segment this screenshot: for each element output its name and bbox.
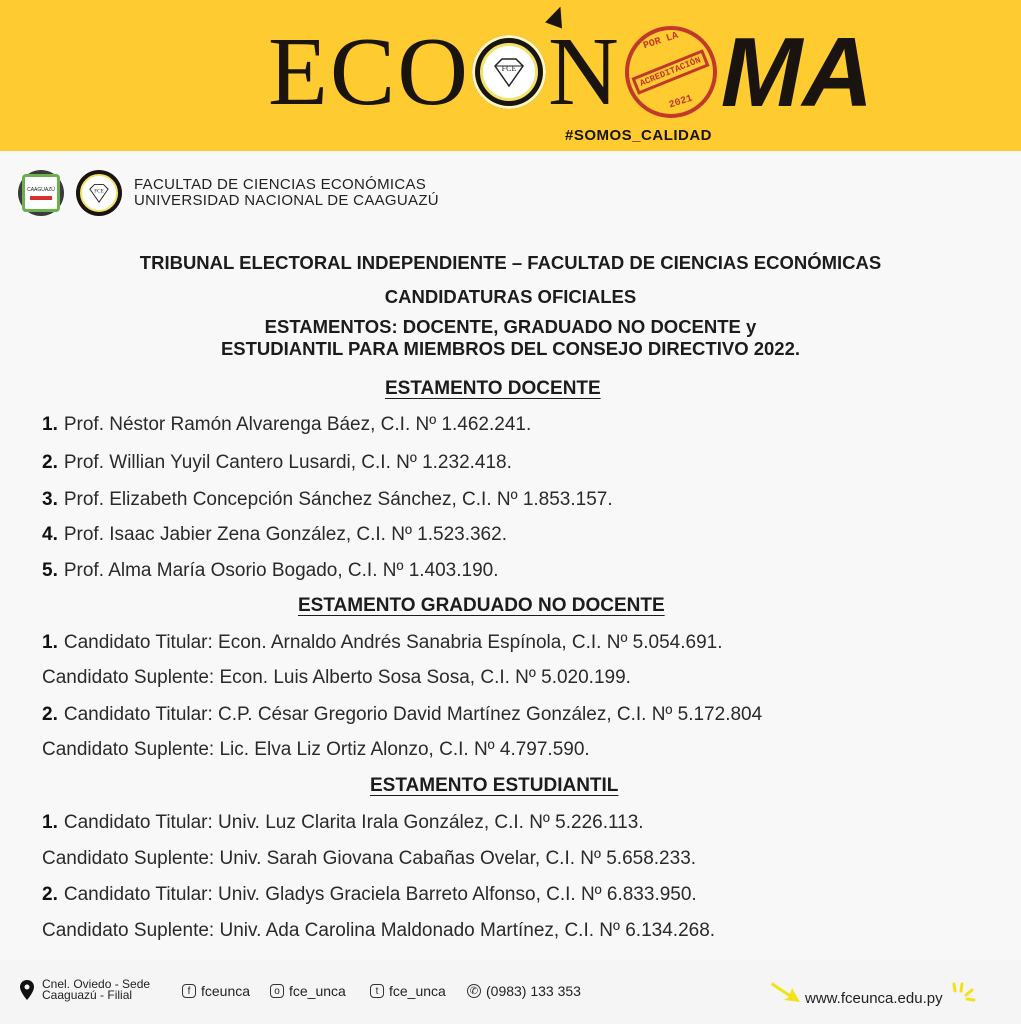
estamentos-title-line2: ESTUDIANTIL PARA MIEMBROS DEL CONSEJO DIRECTIVO 2022.	[220, 338, 801, 359]
list-item: 1. Prof. Néstor Ramón Alvarenga Báez, C.I. Nº 1.462.241.	[42, 414, 532, 435]
faculty-name: FACULTAD DE CIENCIAS ECONÓMICAS	[134, 176, 427, 193]
twitter-icon: t	[370, 984, 384, 998]
estamentos-title-line1: ESTAMENTOS: DOCENTE, GRADUADO NO DOCENTE y	[264, 316, 757, 337]
fce-logo-icon	[76, 170, 122, 216]
candidaturas-title: CANDIDATURAS OFICIALES	[384, 286, 637, 307]
whatsapp-icon: ✆	[467, 984, 481, 998]
instagram-icon: o	[270, 984, 284, 998]
tribunal-title: TRIBUNAL ELECTORAL INDEPENDIENTE – FACULTAD DE CIENCIAS ECONÓMICAS	[139, 252, 882, 273]
list-item: 3. Prof. Elizabeth Concepción Sánchez Sánchez, C.I. Nº 1.853.157.	[42, 489, 613, 510]
list-item: Candidato Suplente: Univ. Ada Carolina Maldonado Martínez, C.I. Nº 6.134.268.	[42, 920, 716, 941]
address-line2: Caaguazú - Filial	[42, 988, 133, 1002]
list-item: 4. Prof. Isaac Jabier Zena González, C.I. Nº 1.523.362.	[42, 524, 507, 545]
section-heading-graduado: ESTAMENTO GRADUADO NO DOCENTE	[298, 595, 665, 616]
stamp-year-text: 2021	[667, 93, 694, 112]
economia-logo	[268, 17, 874, 127]
svg-text:FCE: FCE	[94, 188, 104, 195]
header-banner	[0, 0, 1021, 151]
svg-text:FCE: FCE	[501, 64, 517, 73]
whatsapp-link[interactable]: ✆ (0983) 133 353	[467, 983, 581, 999]
university-name: UNIVERSIDAD NACIONAL DE CAAGUAZÚ	[134, 192, 439, 209]
acreditacion-stamp-icon	[625, 26, 717, 118]
facebook-icon: f	[182, 984, 196, 998]
section-heading-estudiantil: ESTAMENTO ESTUDIANTIL	[370, 775, 619, 796]
list-item: 5. Prof. Alma María Osorio Bogado, C.I. Nº 1.403.190.	[42, 560, 499, 581]
section-heading-docente: ESTAMENTO DOCENTE	[385, 378, 601, 399]
brand-text-right: MA	[720, 17, 874, 127]
location-pin-icon	[20, 980, 34, 1000]
stamp-top-text: POR LA	[641, 30, 680, 53]
pointer-arrow-icon	[770, 978, 802, 1004]
university-logo-icon	[18, 170, 64, 216]
brand-text-n: N	[548, 18, 621, 126]
twitter-link[interactable]: t fce_unca	[370, 983, 446, 999]
website-link[interactable]: www.fceunca.edu.py	[805, 990, 943, 1007]
logo-text: CAAGUAZÚ	[27, 186, 55, 193]
institution-header	[18, 170, 439, 216]
list-item: 2. Candidato Titular: Univ. Gladys Graciela Barreto Alfonso, C.I. Nº 6.833.950.	[42, 884, 697, 905]
list-item: Candidato Suplente: Univ. Sarah Giovana Cabañas Ovelar, C.I. Nº 5.658.233.	[42, 848, 697, 869]
list-item: 2. Prof. Willian Yuyil Cantero Lusardi, C.I. Nº 1.232.418.	[42, 452, 512, 473]
fce-seal-icon	[472, 35, 546, 109]
hashtag: #SOMOS_CALIDAD	[565, 127, 713, 144]
stamp-band-text: ACREDITACIÓN	[632, 49, 710, 94]
list-item: 1. Candidato Titular: Econ. Arnaldo Andrés Sanabria Espínola, C.I. Nº 5.054.691.	[42, 632, 723, 653]
address-line1: Cnel. Oviedo - Sede	[42, 977, 151, 991]
sparkle-icon	[950, 982, 978, 1008]
list-item: Candidato Suplente: Econ. Luis Alberto Sosa Sosa, C.I. Nº 5.020.199.	[42, 667, 631, 688]
footer	[0, 960, 1021, 1024]
brand-text-left: ECO	[268, 18, 470, 126]
list-item: Candidato Suplente: Lic. Elva Liz Ortiz Alonzo, C.I. Nº 4.797.590.	[42, 739, 590, 760]
list-item: 2. Candidato Titular: C.P. César Gregorio David Martínez González, C.I. Nº 5.172.804	[42, 704, 763, 725]
list-item: 1. Candidato Titular: Univ. Luz Clarita Irala González, C.I. Nº 5.226.113.	[42, 812, 644, 833]
document-titles	[0, 250, 1021, 360]
instagram-link[interactable]: o fce_unca	[270, 983, 346, 999]
facebook-link[interactable]: f fceunca	[182, 983, 250, 999]
address	[42, 979, 150, 1001]
